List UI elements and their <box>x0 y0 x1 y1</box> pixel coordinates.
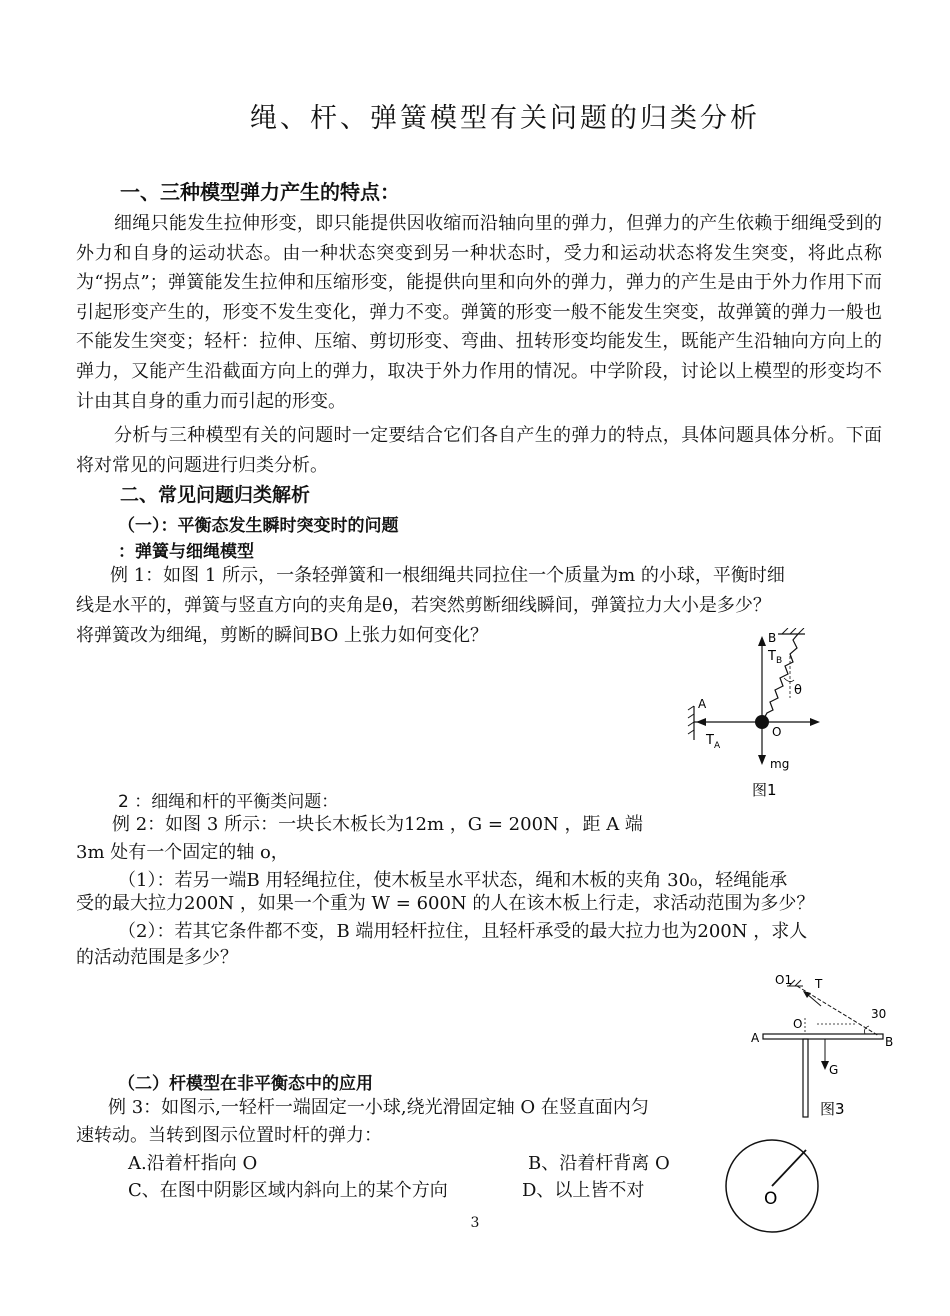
example3-line1: 例 3：如图示,一轻杆一端固定一小球,绕光滑固定轴 O 在竖直面内匀 <box>108 1097 649 1118</box>
label-a: A <box>698 697 707 711</box>
page-title: 绳、杆、弹簧模型有关问题的归类分析 <box>250 103 760 134</box>
example2-line3: （1）：若另一端B 用轻绳拉住，使木板呈水平状态，绳和木板的夹角 30₀，轻绳能承 <box>118 870 788 891</box>
example2-line1: 例 2：如图 3 所示：一块长木板长为12m ，G = 200N ，距 A 端 <box>112 814 643 835</box>
subsection-2-heading: （二）杆模型在非平衡态中的应用 <box>118 1074 373 1094</box>
label-theta: θ <box>794 683 802 698</box>
label-o: O <box>772 725 782 739</box>
figure-1 <box>680 628 830 798</box>
label-o: O <box>793 1017 803 1031</box>
option-a: A.沿着杆指向 O <box>128 1153 258 1174</box>
figure-3 <box>745 966 895 1121</box>
label-ta-sub: A <box>714 741 721 751</box>
ball <box>755 715 769 729</box>
label-t: T <box>815 977 823 991</box>
option-b: B、沿着杆背离 O <box>528 1153 670 1174</box>
section1-paragraph2: 分析与三种模型有关的问题时一定要结合它们各自产生的弹力的特点，具体问题具体分析。下面将对常见的问题进行归类分析。 <box>76 425 882 476</box>
figure3-caption: 图3 <box>820 1100 845 1118</box>
example2-line4: 受的最大拉力200N ，如果一个重为 W = 600N 的人在该木板上行走，求活动范围为多少？ <box>76 893 815 914</box>
label-o1: O1 <box>775 973 793 987</box>
section1-heading: 一、三种模型弹力产生的特点： <box>120 180 400 204</box>
example2-line2: 3m 处有一个固定的轴 o， <box>76 842 289 863</box>
subsection-1-item1: ：弹簧与细绳模型 <box>118 542 254 562</box>
example1-line2: 线是水平的，弹簧与竖直方向的夹角是θ，若突然剪断细线瞬间，弹簧拉力大小是多少？ <box>76 595 771 616</box>
example3-line2: 速转动。当转到图示位置时杆的弹力： <box>76 1125 382 1146</box>
label-b: B <box>768 631 777 645</box>
option-c: C、在图中阴影区域内斜向上的某个方向 <box>128 1180 448 1201</box>
label-tb-sub: B <box>776 656 783 666</box>
rod <box>772 1150 806 1186</box>
support-post <box>803 1039 808 1117</box>
option-d: D、以上皆不对 <box>522 1180 645 1201</box>
label-o: O <box>764 1189 778 1209</box>
section1-paragraph1: 细绳只能发生拉伸形变，即只能提供因收缩而沿轴向里的弹力，但弹力的产生依赖于细绳受到的外力和自身的运动状态。由一种状态突变到另一种状态时，受力和运动状态将发生突变，将此点称为“拐点”；弹簧能发生拉伸和压缩形变，能提供向里和向外的弹力，弹力的产生是由于外力作用下而引起形变产生的，形变不发生变化，弹力不变。弹簧的形变一般不能发生突变，故弹簧的弹力一般也不能发生突变；轻杆：拉伸、压缩、剪切形变、弯曲、扭转形变均能发生，既能产生沿轴向方向上的弹力，又能产生沿截面方向上的弹力，取决于外力作用的情况。中学阶段，讨论以上模型的形变均不计由其自身的重力而引起的形变。 <box>76 213 882 412</box>
example1-line3: 将弹簧改为细绳，剪断的瞬间BO 上张力如何变化？ <box>76 625 489 646</box>
subsection-1-item2: 2 ：细绳和杆的平衡类问题： <box>118 792 339 812</box>
label-b: B <box>885 1035 894 1049</box>
label-tb: T <box>768 649 776 664</box>
section2-heading: 二、常见问题归类解析 <box>120 484 311 506</box>
label-mg: mg <box>770 757 790 771</box>
example2-line5: （2）：若其它条件都不变，B 端用轻杆拉住，且轻杆承受的最大拉力也为200N ，求人 <box>118 921 808 942</box>
label-30: 30 <box>871 1007 887 1021</box>
label-g: G <box>829 1063 839 1077</box>
example2-line6: 的活动范围是多少？ <box>76 947 238 968</box>
board <box>763 1034 883 1039</box>
label-ta: T <box>706 733 714 748</box>
subsection-1-heading: （一）：平衡态发生瞬时突变时的问题 <box>118 516 399 536</box>
example1-line1: 例 1：如图 1 所示，一条轻弹簧和一根细绳共同拉住一个质量为m 的小球，平衡时细 <box>110 565 785 586</box>
spring <box>762 634 798 722</box>
label-a: A <box>751 1031 760 1045</box>
figure1-caption: 图1 <box>752 781 777 798</box>
page-number: 3 <box>470 1215 480 1231</box>
